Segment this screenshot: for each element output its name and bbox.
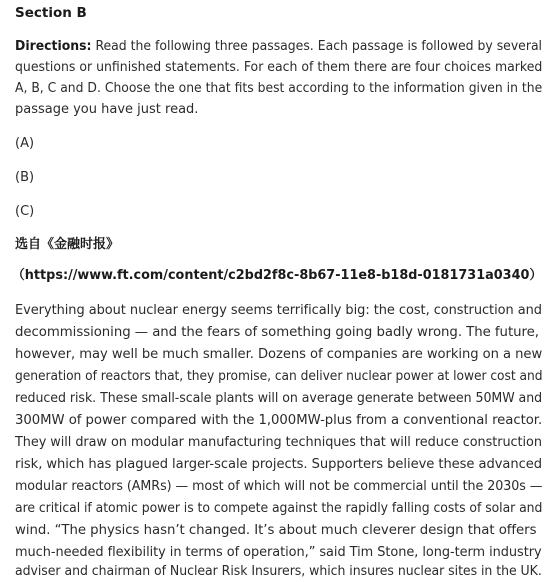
directions-line-4: passage you have just read. <box>15 102 199 117</box>
directions-line-2: questions or unfinished statements. For each of them there are four choices marked <box>15 60 543 75</box>
passage-line-10: are critical if atomic power is to compete against the rapidly falling costs of solar and <box>15 501 543 516</box>
directions-line-1 <box>15 37 542 57</box>
passage-line-6: 300MW of power compared with the 1,000MW-plus from a conventional reactor. <box>15 413 543 428</box>
passage-line-2: decommissioning — and the fears of something going badly wrong. The future, <box>15 325 539 340</box>
passage-line-7: They will draw on modular manufacturing techniques that will reduce construction <box>15 435 542 450</box>
directions-line-3: A, B, C and D. Choose the one that fits best according to the information given in the <box>15 81 543 96</box>
passage-line-9: modular reactors (AMRs) — most of which will not be commercial until the 2030s — <box>15 479 543 494</box>
passage-label-b: (B) <box>15 170 35 185</box>
passage-line-8: risk, which has plagued larger-scale projects. Supporters believe these advanced <box>15 457 543 472</box>
source-label: 选自《金融时报》 <box>15 237 120 252</box>
passage-line-3: however, may well be much smaller. Dozens of companies are working on a new <box>15 347 543 362</box>
directions-text-1: Read the following three passages. Each passage is followed by several <box>91 39 543 54</box>
passage-line-13: adviser and chairman of Nuclear Risk Insurers, which insures nuclear sites in the UK. <box>15 564 542 579</box>
passage-label-a: (A) <box>15 136 35 151</box>
directions-label: Directions: <box>15 39 92 54</box>
passage-line-12: much-needed flexibility in terms of operation,” said Tim Stone, long-term industry <box>15 545 542 560</box>
passage-line-5: reduced risk. These small-scale plants will on average generate between 50MW and <box>15 391 543 406</box>
passage-line-11: wind. “The physics hasn’t changed. It’s about much cleverer design that offers <box>15 523 537 538</box>
source-url: （https://www.ft.com/content/c2bd2f8c-8b67-11e8-b18d-0181731a0340） <box>12 268 543 283</box>
passage-label-c: (C) <box>15 204 35 219</box>
section-title: Section B <box>15 5 87 21</box>
passage-line-1: Everything about nuclear energy seems terrifically big: the cost, construction and <box>15 303 542 318</box>
passage-line-4: generation of reactors that, they promise, can deliver nuclear power at lower cost and <box>15 369 543 384</box>
